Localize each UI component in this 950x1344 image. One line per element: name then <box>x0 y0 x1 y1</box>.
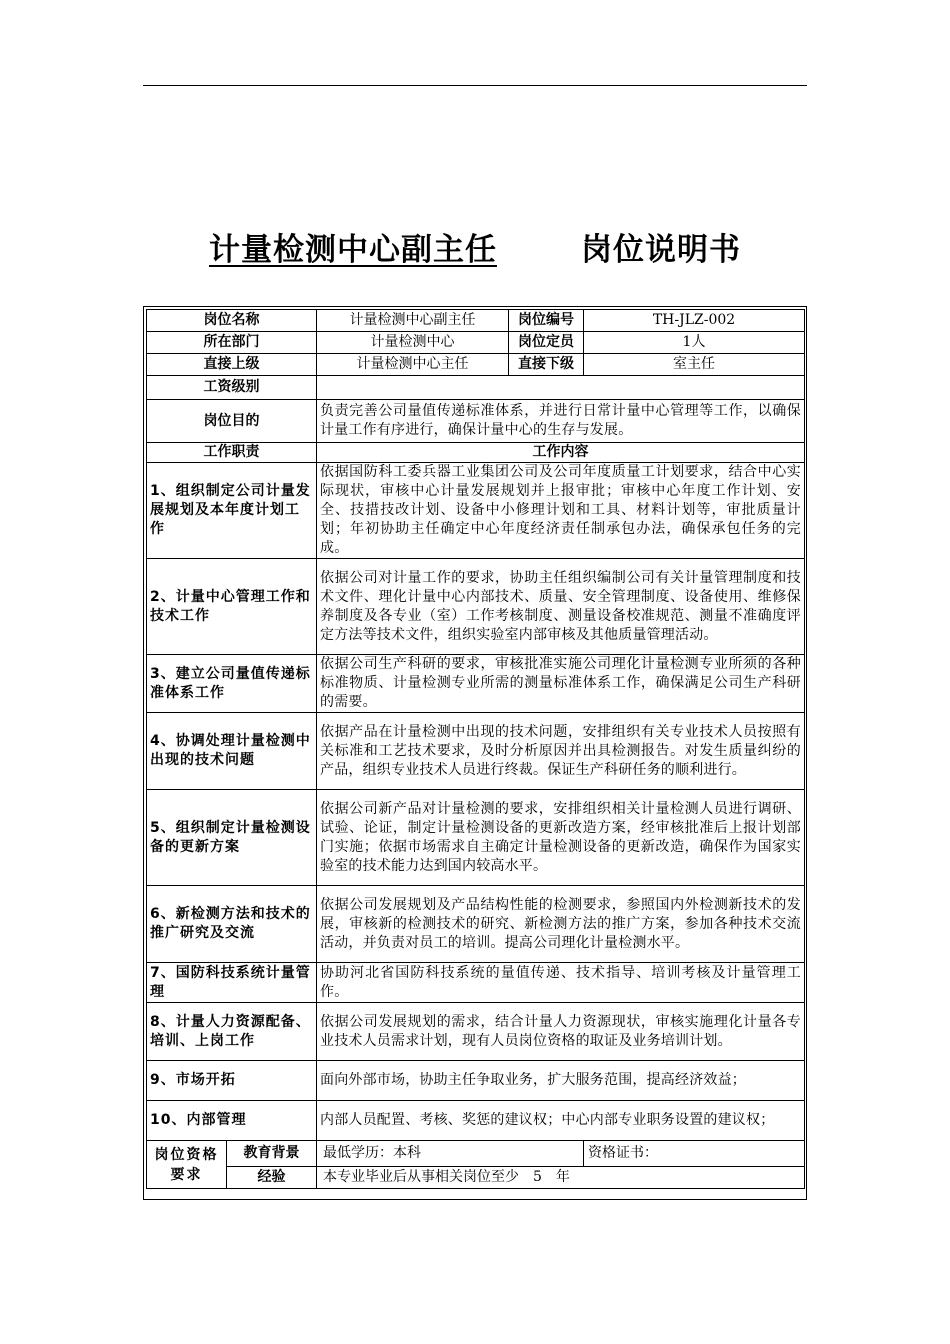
row-salary-grade <box>147 376 805 400</box>
duty-row <box>147 1061 805 1101</box>
label-salary-grade: 工资级别 <box>147 376 317 400</box>
row-duties-header <box>147 443 805 463</box>
row-department <box>147 332 805 354</box>
duty-title: 5、组织制定计量检测设备的更新方案 <box>147 790 317 886</box>
duty-content: 依据公司新产品对计量检测的要求，安排组织相关计量检测人员进行调研、试验、论证，制定计量检测设备的更新改造方案，经审核批准后上报计划部门实施；依据市场需求自主确定计量检测设备的更新改造，确保作为国家实验室的技术能力达到国内较高水平。 <box>317 790 805 886</box>
duty-content: 内部人员配置、考核、奖惩的建议权；中心内部专业职务设置的建议权； <box>317 1101 805 1141</box>
label-qualification: 岗位资格要求 <box>147 1141 227 1189</box>
label-position-code: 岗位编号 <box>509 310 584 332</box>
page-title <box>0 224 950 269</box>
duty-content: 协助河北省国防科技系统的量值传递、技术指导、培训考核及计量管理工作。 <box>317 963 805 1003</box>
duty-content: 依据公司发展规划及产品结构性能的检测要求，参照国内外检测新技术的发展，审核新的检测技术的研究、新检测方法的推广方案，参加各种技术交流活动，并负责对员工的培训。提高公司理化计量检测水平。 <box>317 886 805 963</box>
duty-row <box>147 886 805 963</box>
duty-title: 3、建立公司量值传递标准体系工作 <box>147 655 317 713</box>
label-education: 教育背景 <box>227 1141 317 1167</box>
duty-content: 依据国防科工委兵器工业集团公司及公司年度质量工计划要求，结合中心实际现状，审核中心计量发展规划并上报审批；审核中心年度工作计划、安全、技措技改计划、设备中小修理计划和工具、材料计划等，审批质量计划；年初协助主任确定中心年度经济责任制承包办法，确保承包任务的完成。 <box>317 463 805 559</box>
duty-title: 2、计量中心管理工作和技术工作 <box>147 559 317 655</box>
duty-title: 6、新检测方法和技术的推广研究及交流 <box>147 886 317 963</box>
label-subordinate: 直接下级 <box>509 354 584 376</box>
duty-row <box>147 713 805 790</box>
label-department: 所在部门 <box>147 332 317 354</box>
duty-row <box>147 559 805 655</box>
duty-content: 依据公司发展规划的需求，结合计量人力资源现状，审核实施理化计量各专业技术人员需求计划，现有人员岗位资格的取证及业务培训计划。 <box>317 1003 805 1061</box>
duty-title: 7、国防科技系统计量管理 <box>147 963 317 1003</box>
value-subordinate: 室主任 <box>584 354 805 376</box>
duty-title: 9、市场开拓 <box>147 1061 317 1101</box>
label-position-name: 岗位名称 <box>147 310 317 332</box>
duty-title: 1、组织制定公司计量发展规划及本年度计划工作 <box>147 463 317 559</box>
job-description-table <box>146 309 805 1189</box>
label-experience: 经验 <box>227 1167 317 1189</box>
header-duties: 工作职责 <box>147 443 317 463</box>
label-purpose: 岗位目的 <box>147 400 317 443</box>
row-purpose <box>147 400 805 443</box>
value-department: 计量检测中心 <box>317 332 509 354</box>
header-rule <box>143 85 807 86</box>
duty-title: 10、内部管理 <box>147 1101 317 1141</box>
row-experience <box>147 1167 805 1189</box>
row-education <box>147 1141 805 1167</box>
value-position-code: TH-JLZ-002 <box>584 310 805 332</box>
duty-row <box>147 790 805 886</box>
duty-title: 4、协调处理计量检测中出现的技术问题 <box>147 713 317 790</box>
title-document-type: 岗位说明书 <box>581 232 741 268</box>
row-position-name <box>147 310 805 332</box>
duty-row <box>147 463 805 559</box>
duty-content: 面向外部市场，协助主任争取业务，扩大服务范围，提高经济效益； <box>317 1061 805 1101</box>
label-headcount: 岗位定员 <box>509 332 584 354</box>
title-position-name: 计量检测中心副主任 <box>209 232 497 268</box>
duty-row <box>147 963 805 1003</box>
label-superior: 直接上级 <box>147 354 317 376</box>
row-superior <box>147 354 805 376</box>
duty-row <box>147 655 805 713</box>
value-certificate: 资格证书： <box>584 1141 805 1167</box>
value-purpose: 负责完善公司量值传递标准体系，并进行日常计量中心管理等工作，以确保计量工作有序进行，确保计量中心的生存与发展。 <box>317 400 805 443</box>
duty-row <box>147 1101 805 1141</box>
value-position-name: 计量检测中心副主任 <box>317 310 509 332</box>
value-headcount: 1人 <box>584 332 805 354</box>
duty-row <box>147 1003 805 1061</box>
value-superior: 计量检测中心主任 <box>317 354 509 376</box>
duty-title: 8、计量人力资源配备、培训、上岗工作 <box>147 1003 317 1061</box>
header-content: 工作内容 <box>317 443 805 463</box>
value-education: 最低学历：本科 <box>317 1141 584 1167</box>
duty-content: 依据产品在计量检测中出现的技术问题，安排组织有关专业技术人员按照有关标准和工艺技术要求，及时分析原因并出具检测报告。对发生质量纠纷的产品，组织专业技术人员进行终裁。保证生产科研任务的顺利进行。 <box>317 713 805 790</box>
duty-content: 依据公司对计量工作的要求，协助主任组织编制公司有关计量管理制度和技术文件、理化计量中心内部技术、质量、安全管理制度、设备使用、维修保养制度及各专业（室）工作考核制度、测量设备校准规范、测量不准确度评定方法等技术文件，组织实验室内部审核及其他质量管理活动。 <box>317 559 805 655</box>
value-salary-grade <box>317 376 805 400</box>
duty-content: 依据公司生产科研的要求，审核批准实施公司理化计量检测专业所须的各种标准物质、计量检测专业所需的测量标准体系工作，确保满足公司生产科研的需要。 <box>317 655 805 713</box>
value-experience: 本专业毕业后从事相关岗位至少 5 年 <box>317 1167 805 1189</box>
